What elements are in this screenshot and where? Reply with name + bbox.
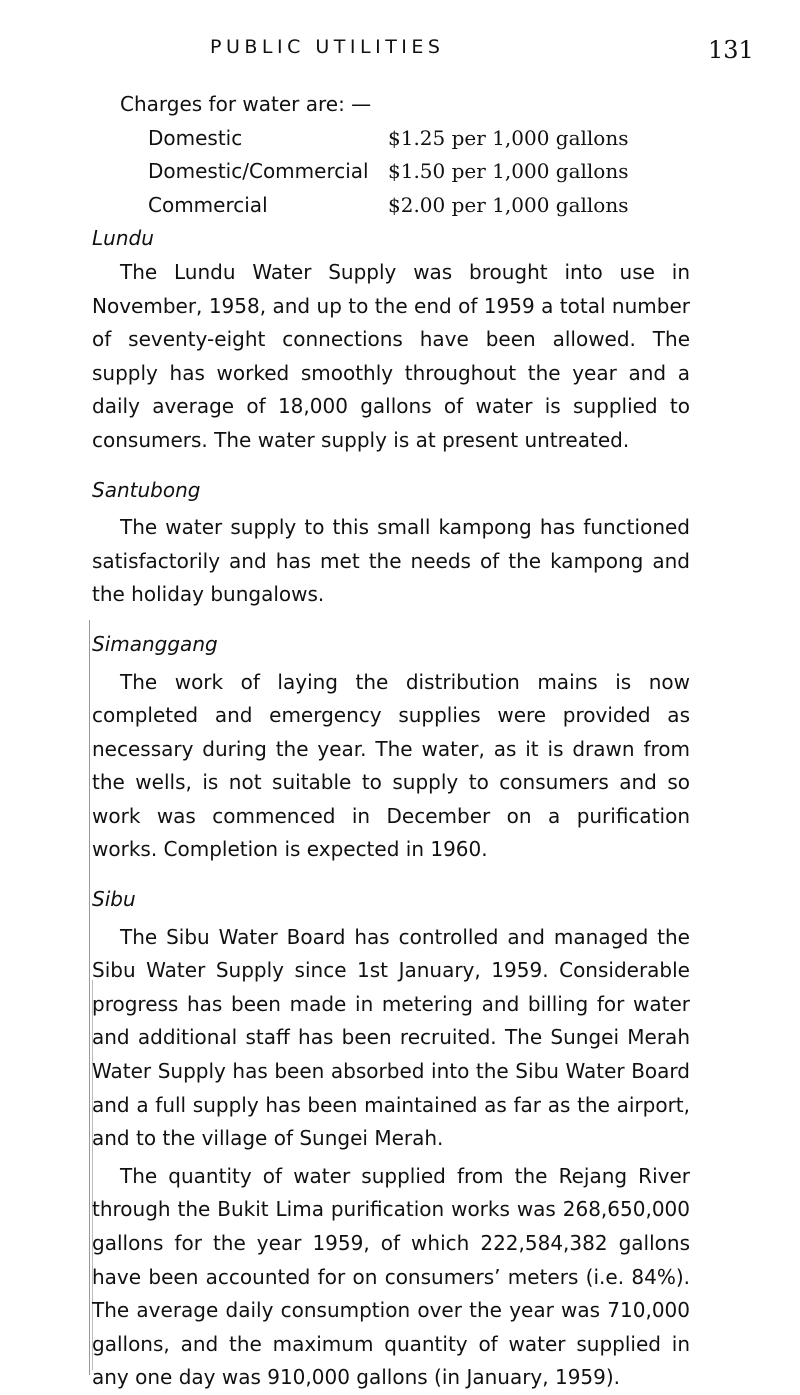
page-number: 131 <box>708 36 754 64</box>
paragraph-lundu: The Lundu Water Supply was brought into use in November, 1958, and up to the end of 1959 a total number of seventy-eight connections have been allowed. The supply has worked smoothly throughout the year and a daily average of 18,000 gallons of water is supplied to consumers. The water supply is at present untreated. <box>92 259 690 452</box>
running-header <box>0 36 800 66</box>
rate-category: Commercial <box>148 192 268 217</box>
running-title: PUBLIC UTILITIES <box>210 36 445 58</box>
paragraph-sibu-1: The Sibu Water Board has controlled and managed the Sibu Water Supply since 1st January, 1959. Considerable progress has been made in metering and billing for water and additional staff has been recruited. The Sungei Merah Water Supply has been absorbed into the Sibu Water Board and a full supply has been maintained as far as the airport, and to the village of Sungei Merah. <box>92 924 690 1151</box>
rate-row <box>120 122 690 156</box>
rate-row <box>120 189 690 223</box>
paragraph-sibu-2: The quantity of water supplied from the Rejang River through the Bukit Lima purification works was 268,650,000 gallons for the year 1959, of which 222,584,382 gallons have been accounted for on consumers’ meters (i.e. 84%). The average daily consumption over the year was 710,000 gallons, and the maximum quantity of water supplied in any one day was 910,000 gallons (in January, 1959). <box>92 1163 690 1390</box>
paragraph-simanggang: The work of laying the distribution mains is now completed and emergency supplies were provided as necessary during the year. The water, as it is drawn from the wells, is not suitable to supply to consumers and so work was commenced in December on a purification works. Completion is expected in 1960. <box>92 669 690 862</box>
rate-value: $2.00 per 1,000 gallons <box>388 192 629 217</box>
section-heading-sibu: Sibu <box>92 887 136 912</box>
paragraph-santubong: The water supply to this small kampong has functioned satisfactorily and has met the needs of the kampong and the holiday bungalows. <box>92 515 690 607</box>
rate-category: Domestic <box>148 125 243 150</box>
scan-margin-line <box>89 620 90 1375</box>
rate-value: $1.50 per 1,000 gallons <box>388 159 629 184</box>
charges-intro: Charges for water are: — <box>120 92 372 116</box>
section-heading-lundu: Lundu <box>92 226 154 251</box>
rate-category: Domestic/Commercial <box>148 159 369 184</box>
rate-row <box>120 155 690 189</box>
rate-value: $1.25 per 1,000 gallons <box>388 125 629 150</box>
section-heading-simanggang: Simanggang <box>92 631 218 656</box>
charges-table <box>120 122 690 223</box>
section-heading-santubong: Santubong <box>92 477 201 502</box>
body-text <box>92 88 690 1395</box>
